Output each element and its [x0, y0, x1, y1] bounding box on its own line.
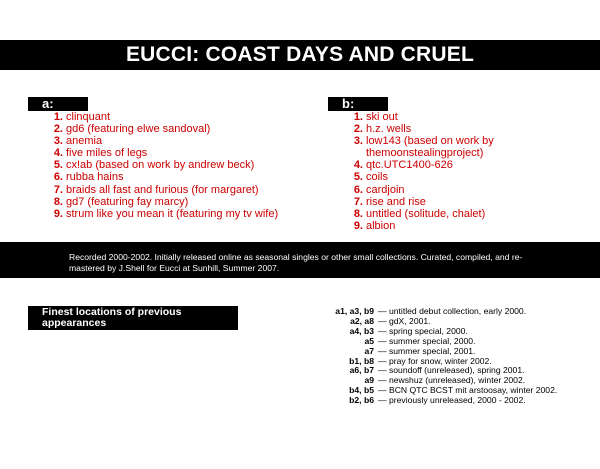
- track-title: cx!ab (based on work by andrew beck): [66, 159, 255, 172]
- side-a-tracklist: [47, 111, 287, 220]
- appearance-tracks: a4, b3: [349, 325, 374, 336]
- track-item: [347, 159, 547, 171]
- track-title: low143 (based on work by themoonstealingproject): [366, 135, 494, 160]
- track-number: 9.: [53, 207, 63, 220]
- appearance-tracks: a9: [364, 375, 374, 386]
- appearance-description: — gdX, 2001.: [378, 315, 431, 326]
- track-item: [347, 171, 547, 183]
- track-title: gd7 (featuring fay marcy): [66, 195, 189, 208]
- appearance-description: — spring special, 2000.: [378, 325, 468, 336]
- track-title: untitled (solitude, chalet): [366, 207, 486, 220]
- track-number: 5.: [353, 171, 363, 184]
- appearance-tracks: b4, b5: [349, 385, 374, 396]
- track-number: 6.: [353, 183, 363, 196]
- appearance-description: — untitled debut collection, early 2000.: [378, 306, 527, 316]
- track-item: [47, 208, 287, 220]
- track-item: [47, 111, 287, 123]
- track-number: 5.: [53, 159, 63, 172]
- track-number: 3.: [53, 135, 63, 148]
- appearance-description: — summer special, 2001.: [378, 345, 476, 356]
- appearance-item: [318, 396, 557, 406]
- appearance-tracks: a7: [364, 345, 374, 356]
- track-title: five miles of legs: [66, 147, 148, 160]
- track-number: 7.: [353, 195, 363, 208]
- track-item: [47, 147, 287, 159]
- finest-locations-label: Finest locations of previous appearances: [28, 306, 238, 330]
- track-number: 1.: [53, 111, 63, 123]
- track-title: rubba hains: [66, 171, 124, 184]
- track-item: [47, 123, 287, 135]
- appearance-description: — pray for snow, winter 2002.: [378, 355, 492, 366]
- appearance-description: — previously unreleased, 2000 - 2002.: [378, 395, 526, 406]
- track-title: clinquant: [66, 111, 111, 123]
- side-a-label: a:: [28, 97, 88, 111]
- appearance-tracks: a5: [364, 335, 374, 346]
- track-item: [347, 135, 547, 159]
- track-item: [347, 184, 547, 196]
- appearance-description: — BCN QTC BCST mit arstoosay, winter 2002.: [378, 385, 558, 396]
- track-number: 1.: [353, 111, 363, 123]
- track-title: albion: [366, 219, 396, 232]
- track-number: 6.: [53, 171, 63, 184]
- track-number: 4.: [53, 147, 63, 160]
- appearance-description: — newshuz (unreleased), winter 2002.: [378, 375, 526, 386]
- track-title: gd6 (featuring elwe sandoval): [66, 123, 211, 136]
- previous-appearances-list: [318, 307, 557, 406]
- track-number: 8.: [353, 207, 363, 220]
- appearance-tracks: a6, b7: [349, 365, 374, 376]
- track-title: ski out: [366, 111, 398, 123]
- track-item: [47, 196, 287, 208]
- track-item: [47, 135, 287, 147]
- track-number: 2.: [353, 123, 363, 136]
- appearance-description: — summer special, 2000.: [378, 335, 476, 346]
- track-item: [47, 159, 287, 171]
- track-title: cardjoin: [366, 183, 405, 196]
- track-title: rise and rise: [366, 195, 426, 208]
- track-title: qtc.UTC1400-626: [366, 159, 453, 172]
- side-b-tracklist: [347, 111, 547, 232]
- appearance-tracks: b1, b8: [349, 355, 374, 366]
- liner-notes-text: Recorded 2000-2002. Initially released online as seasonal singles or other small collections. Curated, compiled, and re-mastered by J.Shell for Eucci at Sunhill, Summer 2007.: [69, 252, 523, 273]
- track-number: 7.: [53, 183, 63, 196]
- liner-notes-bar: [0, 242, 600, 278]
- track-number: 2.: [53, 123, 63, 136]
- appearance-tracks: a2, a8: [350, 315, 374, 326]
- track-title: strum like you mean it (featuring my tv wife): [66, 207, 279, 220]
- track-item: [347, 196, 547, 208]
- track-title: coils: [366, 171, 389, 184]
- side-b-label: b:: [328, 97, 388, 111]
- track-item: [47, 184, 287, 196]
- track-item: [347, 220, 547, 232]
- page-title: EUCCI: COAST DAYS AND CRUEL: [0, 40, 600, 70]
- appearance-tracks: a1, a3, b9: [335, 306, 374, 316]
- track-item: [347, 123, 547, 135]
- appearance-description: — soundoff (unreleased), spring 2001.: [378, 365, 525, 376]
- track-item: [47, 171, 287, 183]
- track-number: 9.: [353, 219, 363, 232]
- track-title: h.z. wells: [366, 123, 412, 136]
- track-item: [347, 208, 547, 220]
- track-number: 3.: [353, 135, 363, 148]
- appearance-tracks: b2, b6: [349, 395, 374, 406]
- track-item: [347, 111, 547, 123]
- track-title: braids all fast and furious (for margaret): [66, 183, 259, 196]
- track-number: 8.: [53, 195, 63, 208]
- track-title: anemia: [66, 135, 103, 148]
- track-number: 4.: [353, 159, 363, 172]
